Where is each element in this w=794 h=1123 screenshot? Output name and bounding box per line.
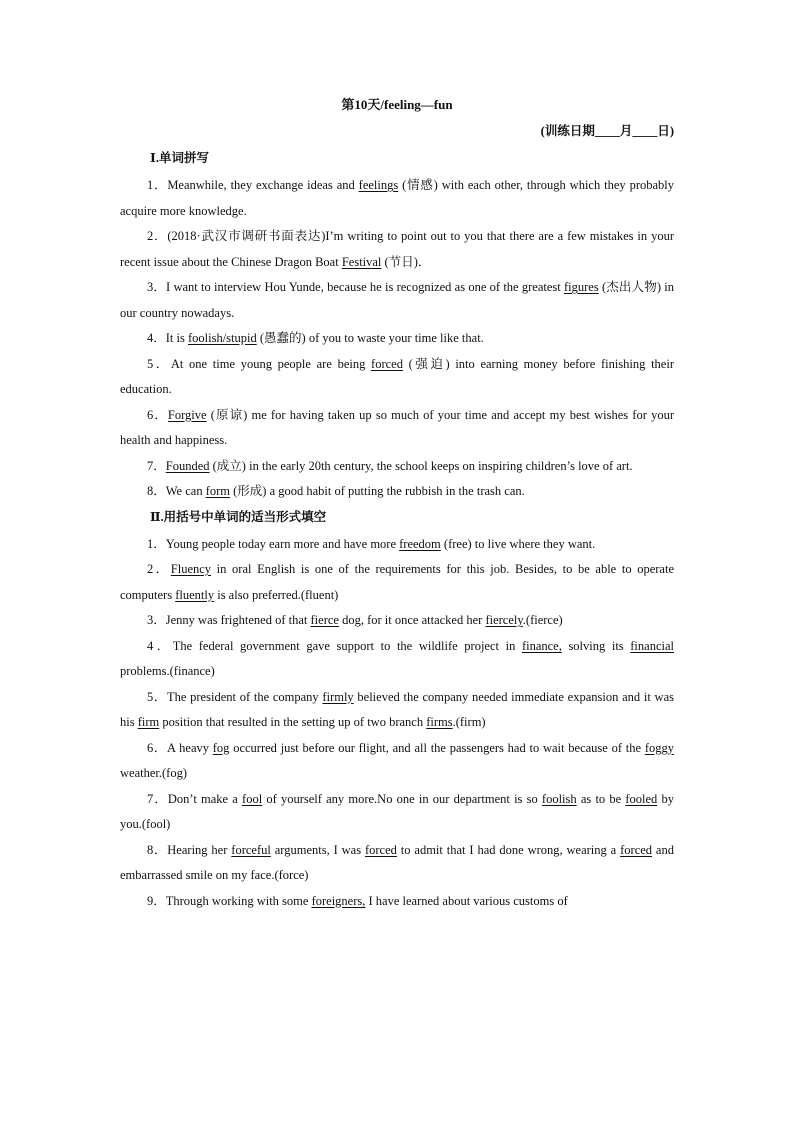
question-text: 1．Young people today earn more and have more	[147, 536, 400, 551]
question-text: by you.(fool)	[120, 791, 675, 831]
question-text: 7．Don’t make a	[147, 791, 243, 806]
question-text: (原谅) me for having taken up so much of your time and accept my best wishes for your health and happiness.	[120, 407, 674, 447]
answer-text: Fluency	[170, 562, 212, 576]
question-text: (节日)．	[381, 254, 431, 269]
answer-text: foggy	[644, 740, 674, 755]
question-text: problems.(finance)	[120, 664, 215, 678]
question-item	[120, 275, 674, 326]
question-text: 6．A heavy	[147, 740, 213, 755]
question-text: 4．The federal government gave support to the wildlife project in	[147, 638, 522, 653]
answer-text: firmly	[322, 689, 354, 704]
question-item	[120, 889, 674, 915]
answer-text: fool	[242, 791, 263, 806]
answer-text: fooled	[625, 791, 658, 806]
question-text: 2．(2018·武汉市调研书面表达)I’m writing to point out to you that there are a few mistakes in your recent issue about the Chinese Dragon Boat	[120, 229, 674, 269]
question-text: solving its	[561, 638, 631, 653]
question-item	[120, 173, 674, 224]
question-item	[120, 634, 674, 685]
question-text: arguments, I was	[270, 842, 365, 857]
question-text: 4．It is	[147, 331, 188, 345]
question-text: 8．We can	[147, 484, 206, 498]
page-title: 第10天/feeling—fun	[341, 97, 453, 112]
answer-text: fierce	[310, 613, 339, 627]
answer-text: foolish	[541, 791, 577, 806]
question-item	[120, 557, 674, 608]
answer-text: Founded	[165, 458, 210, 473]
question-item	[120, 608, 674, 634]
answer-text: forceful	[231, 842, 271, 857]
question-text: weather.(fog)	[120, 766, 187, 780]
section-1-heading: Ⅰ.单词拼写	[150, 151, 209, 165]
section-2-heading: Ⅱ.用括号中单词的适当形式填空	[150, 509, 327, 524]
question-text: 2．	[147, 562, 171, 576]
answer-text: forced	[620, 842, 653, 857]
answer-text: figures	[564, 280, 599, 294]
question-item	[120, 532, 674, 558]
answer-text: firms	[426, 715, 453, 729]
question-text: as to be	[576, 791, 626, 806]
question-item	[120, 685, 674, 736]
question-text: 6．	[147, 407, 168, 422]
question-text: (愚蠢的) of you to waste your time like that.	[256, 331, 484, 345]
question-text: (情感) with each other, through which they probably acquire more knowledge.	[120, 178, 675, 218]
answer-text: firm	[137, 715, 160, 729]
question-item	[120, 224, 674, 275]
answer-text: freedom	[399, 536, 441, 551]
answer-text: finance,	[521, 638, 562, 653]
section-1-list	[120, 173, 674, 505]
question-text: believed the company needed immediate expansion and it was his	[120, 689, 674, 729]
question-text: I have learned about various customs of	[365, 893, 568, 908]
worksheet-page	[120, 94, 674, 914]
question-text: is also preferred.(fluent)	[214, 587, 339, 602]
question-item	[120, 454, 674, 480]
training-date-line: (训练日期____月____日)	[540, 124, 674, 138]
question-text: .(firm)	[452, 715, 486, 729]
question-text: and embarrassed smile on my face.(force)	[120, 842, 674, 882]
answer-text: form	[205, 484, 231, 498]
question-text: 3．Jenny was frightened of that	[147, 613, 311, 627]
answer-text: fog	[212, 740, 230, 755]
question-text: to admit that I had done wrong, wearing a	[396, 842, 621, 857]
answer-text: forced	[364, 842, 397, 857]
question-text: position that resulted in the setting up of two branch	[159, 715, 427, 729]
question-text: 7．	[147, 458, 166, 473]
answer-text: foolish/stupid	[187, 331, 257, 345]
answer-text: Forgive	[167, 407, 207, 422]
question-text: 5．The president of the company	[147, 689, 323, 704]
question-text: 5．At one time young people are being	[147, 356, 372, 371]
question-item	[120, 838, 674, 889]
answer-text: feelings	[358, 178, 399, 192]
question-text: dog, for it once attacked her	[338, 613, 486, 627]
question-text: occurred just before our flight, and all the passengers had to wait because of the	[229, 740, 645, 755]
question-text: 8．Hearing her	[147, 842, 232, 857]
question-item	[120, 403, 674, 454]
question-text: of yourself any more.No one in our department is so	[262, 791, 542, 806]
question-item	[120, 479, 674, 505]
question-text: .(fierce)	[522, 613, 563, 627]
question-item	[120, 787, 674, 838]
question-text: (形成) a good habit of putting the rubbish in the trash can.	[230, 484, 525, 498]
answer-text: foreigners,	[311, 893, 366, 908]
section-2-list	[120, 532, 674, 915]
answer-text: forced	[371, 356, 403, 371]
question-text: (杰出人物) in our country nowadays.	[120, 280, 674, 320]
question-text: (强迫) into earning money before finishing their education.	[120, 356, 674, 396]
question-text: in oral English is one of the requirements for this job. Besides, to be able to operate computers	[120, 562, 674, 602]
question-item	[120, 326, 674, 352]
answer-text: financial	[630, 638, 674, 653]
question-text: 1．Meanwhile, they exchange ideas and	[147, 178, 359, 192]
question-text: (成立) in the early 20th century, the school keeps on inspiring children’s love of art.	[209, 458, 633, 473]
question-item	[120, 736, 674, 787]
answer-text: fiercely	[485, 613, 523, 627]
question-text: (free) to live where they want.	[440, 536, 596, 551]
question-text: 3．I want to interview Hou Yunde, because he is recognized as one of the greatest	[147, 280, 564, 294]
answer-text: Festival	[341, 254, 382, 269]
question-text: 9．Through working with some	[147, 893, 312, 908]
question-item	[120, 352, 674, 403]
answer-text: fluently	[175, 587, 215, 602]
